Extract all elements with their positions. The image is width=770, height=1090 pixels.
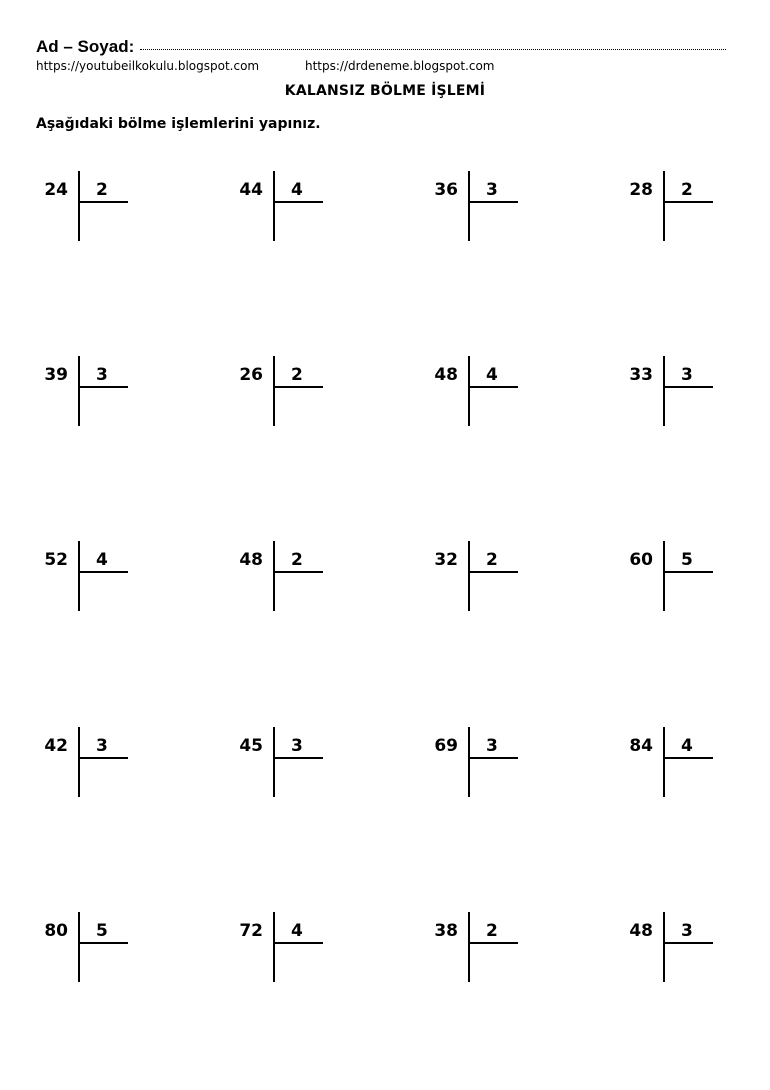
division-horizontal-line [664, 386, 713, 388]
divisor: 4 [96, 550, 108, 570]
division-problem[interactable] [35, 921, 155, 1006]
division-horizontal-line [79, 571, 128, 573]
division-vertical-line [273, 541, 275, 611]
division-problem[interactable] [35, 736, 155, 821]
division-vertical-line [78, 912, 80, 982]
division-horizontal-line [274, 386, 323, 388]
dividend: 33 [629, 365, 653, 385]
division-vertical-line [273, 171, 275, 241]
division-horizontal-line [469, 571, 518, 573]
dividend: 52 [44, 550, 68, 570]
division-horizontal-line [274, 757, 323, 759]
dividend: 80 [44, 921, 68, 941]
division-vertical-line [78, 171, 80, 241]
division-vertical-line [468, 356, 470, 426]
division-problem[interactable] [230, 365, 350, 450]
division-problem[interactable] [620, 550, 740, 635]
dividend: 48 [434, 365, 458, 385]
division-problem[interactable] [425, 180, 545, 265]
divisor: 2 [291, 550, 303, 570]
instruction-text: Aşağıdaki bölme işlemlerini yapınız. [36, 116, 321, 132]
divisor: 2 [486, 921, 498, 941]
divisor: 3 [486, 180, 498, 200]
divisor: 4 [486, 365, 498, 385]
division-problem[interactable] [230, 736, 350, 821]
division-problem[interactable] [425, 736, 545, 821]
division-horizontal-line [79, 201, 128, 203]
divisor: 3 [291, 736, 303, 756]
division-problem[interactable] [230, 180, 350, 265]
divisor: 2 [486, 550, 498, 570]
division-vertical-line [273, 912, 275, 982]
worksheet-title: KALANSIZ BÖLME İŞLEMİ [284, 83, 486, 99]
divisor: 3 [96, 736, 108, 756]
division-vertical-line [78, 541, 80, 611]
division-vertical-line [78, 727, 80, 797]
dividend: 48 [239, 550, 263, 570]
division-problem[interactable] [425, 365, 545, 450]
dividend: 69 [434, 736, 458, 756]
division-vertical-line [273, 727, 275, 797]
dividend: 24 [44, 180, 68, 200]
division-horizontal-line [274, 942, 323, 944]
division-vertical-line [468, 171, 470, 241]
division-problem[interactable] [35, 180, 155, 265]
division-problem[interactable] [425, 921, 545, 1006]
division-horizontal-line [664, 571, 713, 573]
division-horizontal-line [469, 201, 518, 203]
dividend: 44 [239, 180, 263, 200]
divisor: 2 [96, 180, 108, 200]
divisor: 2 [291, 365, 303, 385]
division-vertical-line [273, 356, 275, 426]
divisor: 5 [96, 921, 108, 941]
dividend: 36 [434, 180, 458, 200]
division-vertical-line [663, 912, 665, 982]
division-horizontal-line [79, 386, 128, 388]
name-label: Ad – Soyad: [36, 37, 135, 56]
division-vertical-line [663, 171, 665, 241]
division-horizontal-line [664, 201, 713, 203]
youtube-blog-link[interactable]: https://youtubeilkokulu.blogspot.com [36, 59, 260, 73]
division-vertical-line [468, 912, 470, 982]
division-vertical-line [468, 727, 470, 797]
name-dotted-line[interactable] [140, 49, 726, 50]
division-problem[interactable] [230, 921, 350, 1006]
division-problem[interactable] [620, 365, 740, 450]
dividend: 84 [629, 736, 653, 756]
division-vertical-line [663, 727, 665, 797]
division-horizontal-line [664, 757, 713, 759]
dividend: 48 [629, 921, 653, 941]
division-horizontal-line [79, 757, 128, 759]
divisor: 4 [291, 921, 303, 941]
division-vertical-line [663, 356, 665, 426]
division-problem[interactable] [35, 365, 155, 450]
divisor: 3 [96, 365, 108, 385]
dividend: 28 [629, 180, 653, 200]
dividend: 60 [629, 550, 653, 570]
division-horizontal-line [664, 942, 713, 944]
division-problem[interactable] [620, 180, 740, 265]
dividend: 72 [239, 921, 263, 941]
divisor: 4 [291, 180, 303, 200]
divisor: 3 [486, 736, 498, 756]
dividend: 32 [434, 550, 458, 570]
divisor: 4 [681, 736, 693, 756]
division-vertical-line [468, 541, 470, 611]
division-problem[interactable] [425, 550, 545, 635]
division-horizontal-line [79, 942, 128, 944]
division-horizontal-line [469, 942, 518, 944]
dividend: 39 [44, 365, 68, 385]
division-horizontal-line [469, 386, 518, 388]
divisor: 5 [681, 550, 693, 570]
dividend: 42 [44, 736, 68, 756]
division-horizontal-line [274, 571, 323, 573]
dividend: 38 [434, 921, 458, 941]
dividend: 45 [239, 736, 263, 756]
divisor: 2 [681, 180, 693, 200]
division-vertical-line [78, 356, 80, 426]
division-horizontal-line [469, 757, 518, 759]
drdeneme-blog-link[interactable]: https://drdeneme.blogspot.com [305, 59, 495, 73]
name-field-row [36, 37, 726, 57]
dividend: 26 [239, 365, 263, 385]
divisor: 3 [681, 921, 693, 941]
division-problem[interactable] [620, 921, 740, 1006]
division-problem[interactable] [35, 550, 155, 635]
division-vertical-line [663, 541, 665, 611]
division-problem[interactable] [230, 550, 350, 635]
division-horizontal-line [274, 201, 323, 203]
divisor: 3 [681, 365, 693, 385]
division-problem[interactable] [620, 736, 740, 821]
